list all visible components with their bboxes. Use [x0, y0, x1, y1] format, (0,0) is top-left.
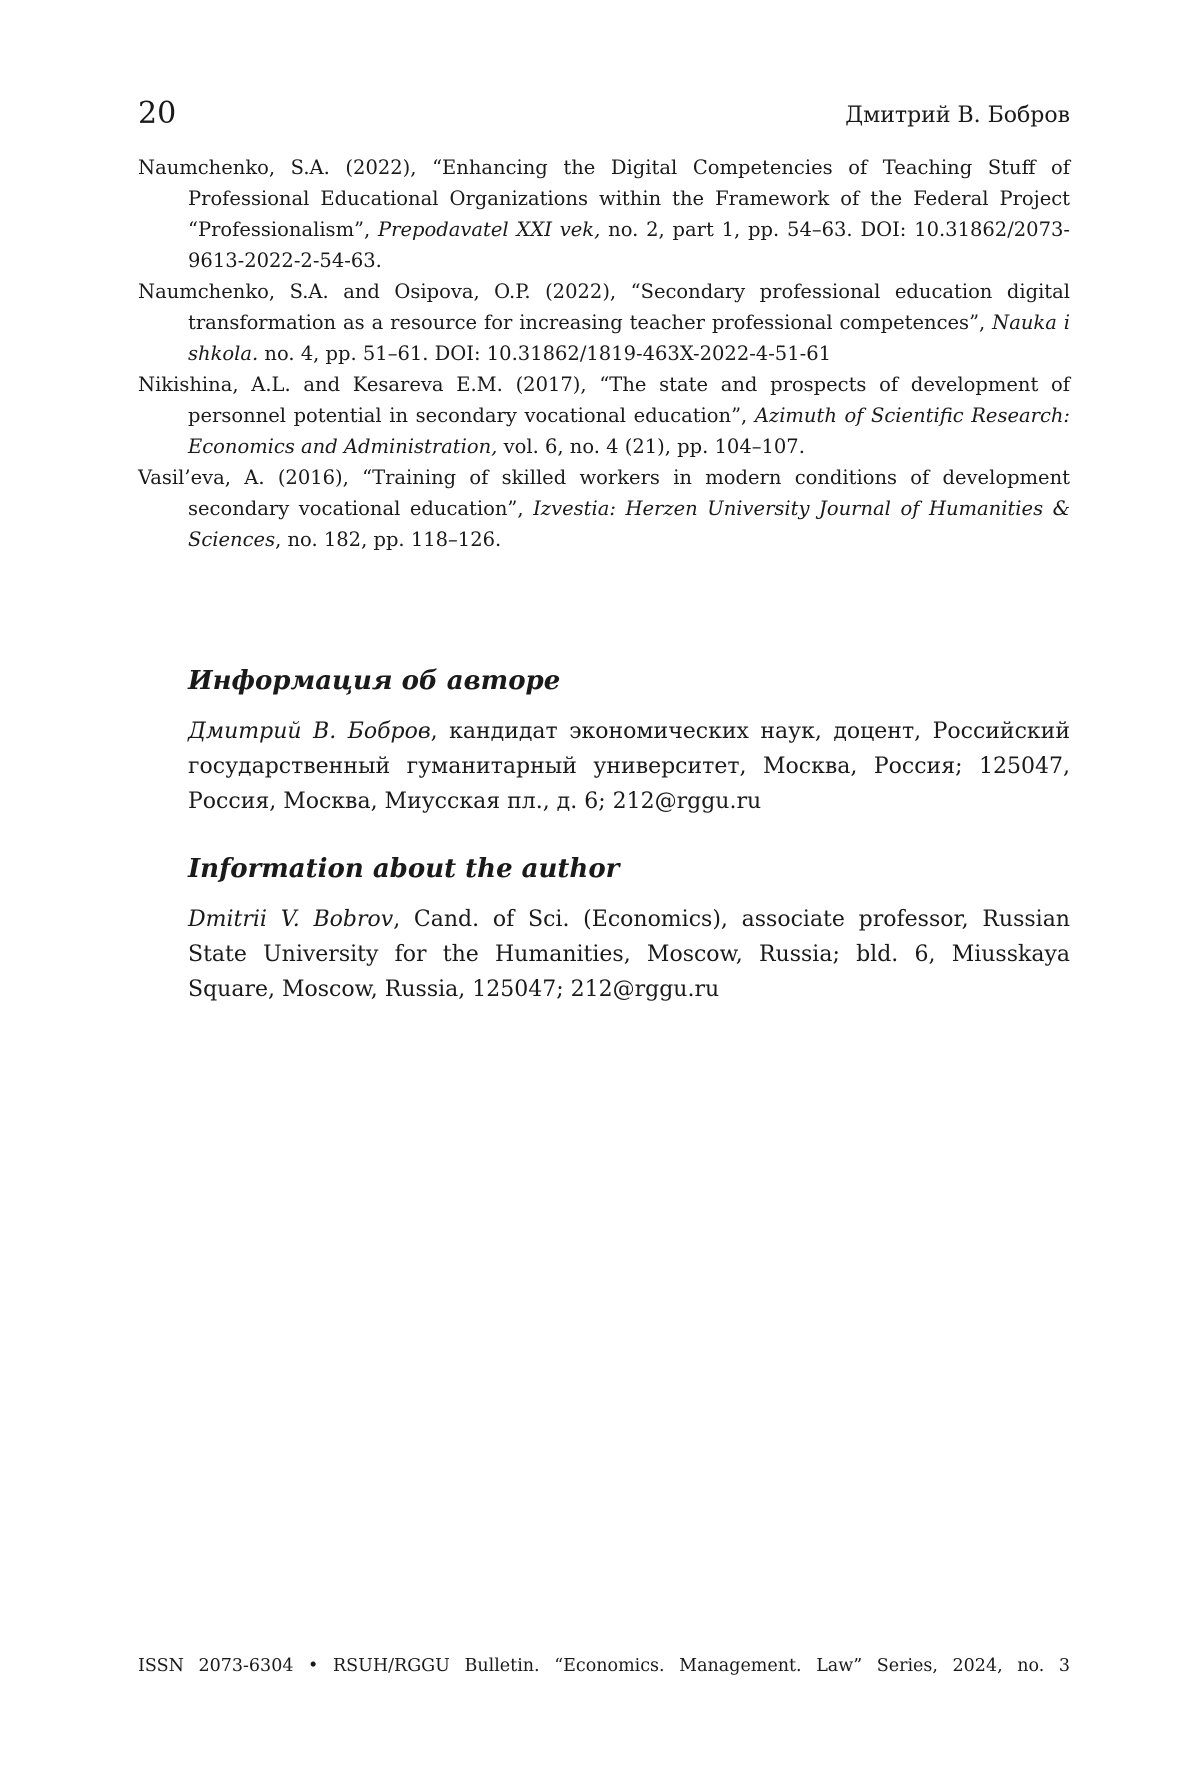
- reference-source: Azimuth of Scientific Research: Economics and Administration,: [188, 404, 1070, 458]
- reference-text: Vasil’eva, A. (2016), “Training of skilled workers in modern conditions of development secondary vocational education”,: [138, 466, 1070, 520]
- author-details-ru: , кандидат экономических наук, доцент, Российский государственный гуманитарный университет, Москва, Россия; 125047, Россия, Москва, Миусская пл., д. 6; 212@rggu.ru: [188, 719, 1070, 814]
- reference-item: [138, 276, 1070, 369]
- reference-source: Nauka i shkola.: [188, 311, 1070, 365]
- page-number: 20: [138, 96, 176, 132]
- reference-list: [138, 152, 1070, 555]
- reference-details: , no. 182, pp. 118–126.: [275, 528, 501, 551]
- running-head-author: Дмитрий В. Бобров: [845, 102, 1070, 130]
- reference-details: no. 2, part 1, pp. 54–63. DOI: 10.31862/2073-9613-2022-2-54-63.: [188, 218, 1070, 272]
- author-info-text-en: [188, 902, 1070, 1007]
- reference-source: Prepodavatel XXI vek,: [378, 218, 600, 241]
- journal-page: [0, 0, 1200, 1780]
- author-name-en: Dmitrii V. Bobrov: [188, 907, 393, 932]
- author-info-english: [188, 852, 1070, 1007]
- author-info-text-ru: [188, 714, 1070, 819]
- reference-text: Naumchenko, S.A. (2022), “Enhancing the Digital Competencies of Teaching Stuff of Professional Educational Organizations within the Framework of the Federal Project “Professionalism”,: [138, 156, 1070, 241]
- reference-source: Izvestia: Herzen University Journal of Humanities & Sciences: [188, 497, 1070, 551]
- reference-text: Nikishina, A.L. and Kesareva E.M. (2017), “The state and prospects of development of personnel potential in secondary vocational education”,: [138, 373, 1070, 427]
- page-header: [138, 96, 1070, 136]
- page-footer-journal-info: ISSN 2073-6304 • RSUH/RGGU Bulletin. “Economics. Management. Law” Series, 2024, no. 3: [138, 1654, 1070, 1678]
- reference-details: vol. 6, no. 4 (21), pp. 104–107.: [497, 435, 805, 458]
- author-name-ru: Дмитрий В. Бобров: [188, 719, 431, 744]
- author-info-heading-en: Information about the author: [188, 852, 1070, 886]
- reference-details: no. 4, pp. 51–61. DOI: 10.31862/1819-463X-2022-4-51-61: [258, 342, 831, 365]
- author-details-en: , Cand. of Sci. (Economics), associate professor, Russian State University for the Humanities, Moscow, Russia; bld. 6, Miusskaya Square, Moscow, Russia, 125047; 212@rggu.ru: [188, 907, 1070, 1002]
- reference-item: [138, 152, 1070, 276]
- reference-item: [138, 369, 1070, 462]
- reference-text: Naumchenko, S.A. and Osipova, O.P. (2022), “Secondary professional education digital transformation as a resource for increasing teacher professional competences”,: [138, 280, 1070, 334]
- reference-item: [138, 462, 1070, 555]
- author-info-heading-ru: Информация об авторе: [188, 664, 1070, 698]
- author-info-russian: [188, 664, 1070, 819]
